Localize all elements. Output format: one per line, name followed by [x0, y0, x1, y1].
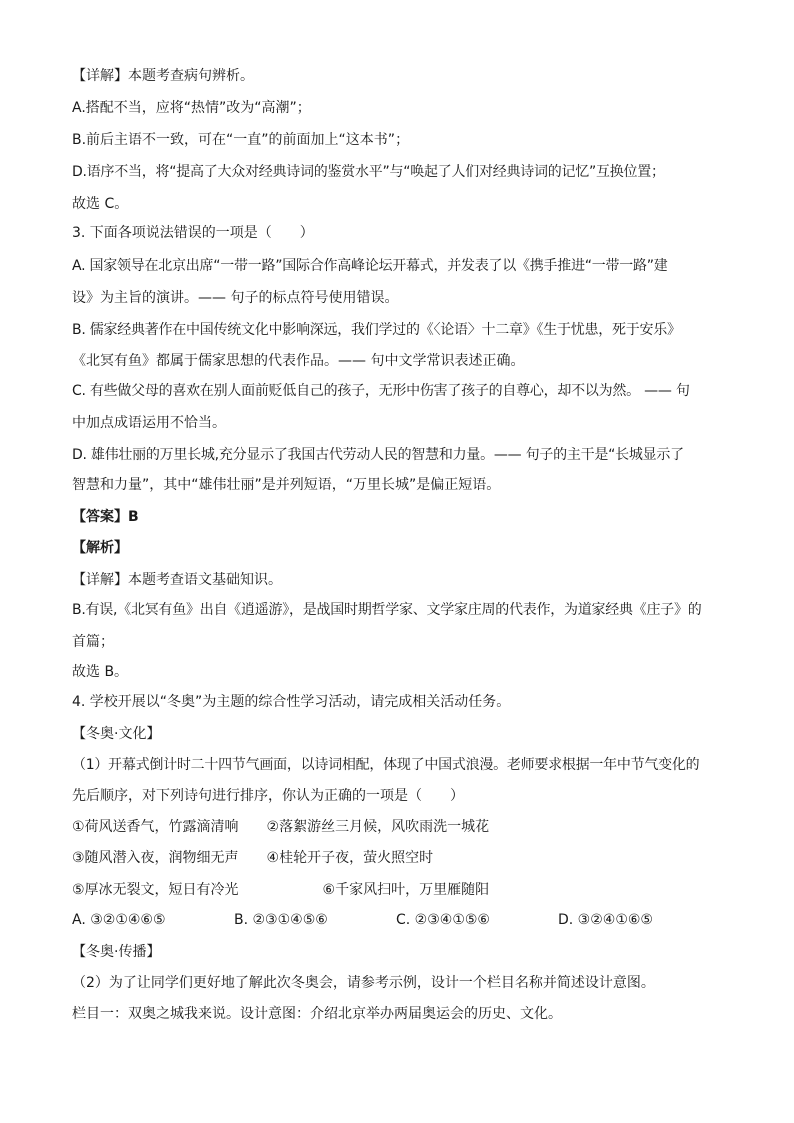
- poem-line-5-6: ⑤厚冰无裂文，短日有冷光 ⑥千家风扫叶，万里雁随阳: [72, 882, 490, 898]
- column-example: 栏目一：双奥之城我来说。设计意图：介绍北京举办两届奥运会的历史、文化。: [72, 1006, 562, 1022]
- explanation-b-error-cont: 首篇；: [72, 634, 114, 650]
- choice-b: B. ②③①④⑤⑥: [234, 912, 328, 928]
- q4-part2-stem: （2）为了让同学们更好地了解此次冬奥会，请参考示例，设计一个栏目名称并简述设计意图。: [72, 975, 655, 991]
- question-4-stem: 4. 学校开展以“冬奥”为主题的综合性学习活动，请完成相关活动任务。: [72, 694, 511, 710]
- q3-option-a-line1: A. 国家领导在北京出席“一带一路”国际合作高峰论坛开幕式，并发表了以《携手推进“一带一路”建: [72, 258, 668, 274]
- q4-answer-choices: [72, 910, 732, 930]
- answer-choice-b: 故选 B。: [72, 664, 129, 680]
- section-winter-culture: 【冬奥·文化】: [72, 726, 161, 742]
- choice-d: D. ③②④①⑥⑤: [558, 912, 653, 928]
- poem-line-3-4: ③随风潜入夜，润物细无声 ④桂轮开子夜，萤火照空时: [72, 850, 434, 866]
- q3-option-b-line2: 《北冥有鱼》都属于儒家思想的代表作品。—— 句中文学常识表述正确。: [72, 353, 525, 369]
- q3-option-d-line1: D. 雄伟壮丽的万里长城,充分显示了我国古代劳动人民的智慧和力量。—— 句子的主干是“长城显示了: [72, 447, 684, 463]
- analysis-label: 【解析】: [72, 540, 128, 556]
- answer-choice-c: 故选 C。: [72, 196, 129, 212]
- explanation-d: D.语序不当，将“提高了大众对经典诗词的鉴赏水平”与“唤起了人们对经典诗词的记忆”互换位置；: [72, 164, 665, 180]
- question-3-stem: 3. 下面各项说法错误的一项是（ ）: [72, 225, 314, 241]
- section-winter-spread: 【冬奥·传播】: [72, 944, 161, 960]
- answer-label: 【答案】B: [72, 509, 139, 525]
- detail-heading-2: 【详解】本题考查语文基础知识。: [72, 572, 282, 588]
- explanation-b: B.前后主语不一致，可在“一直”的前面加上“这本书”；: [72, 132, 410, 148]
- explanation-b-error: B.有误,《北冥有鱼》出自《逍遥游》，是战国时期哲学家、文学家庄周的代表作，为道家经典《庄子》的: [72, 602, 702, 618]
- q3-option-b-line1: B. 儒家经典著作在中国传统文化中影响深远，我们学过的《〈论语〉十二章》《生于忧患，死于安乐》: [72, 322, 681, 338]
- q3-option-a-line2: 设》为主旨的演讲。—— 句子的标点符号使用错误。: [72, 290, 399, 306]
- choice-a: A. ③②①④⑥⑤: [72, 912, 166, 928]
- poem-line-1-2: ①荷风送香气，竹露滴清响 ②落絮游丝三月候，风吹雨洗一城花: [72, 819, 490, 835]
- q4-part1-line2: 先后顺序，对下列诗句进行排序，你认为正确的一项是（ ）: [72, 788, 464, 804]
- explanation-a: A.搭配不当，应将“热情”改为“高潮”；: [72, 100, 311, 116]
- detail-heading-1: 【详解】本题考查病句辨析。: [72, 68, 254, 84]
- q4-part1-line1: （1）开幕式倒计时二十四节气画面，以诗词相配，体现了中国式浪漫。老师要求根据一年中节气变化的: [72, 757, 700, 773]
- q3-option-c-line1: C. 有些做父母的喜欢在别人面前贬低自己的孩子，无形中伤害了孩子的自尊心，却不以为然。 —— 句: [72, 383, 690, 399]
- q3-option-c-line2: 中加点成语运用不恰当。: [72, 415, 226, 431]
- choice-c: C. ②③④①⑤⑥: [396, 912, 490, 928]
- q3-option-d-line2: 智慧和力量”，其中“雄伟壮丽”是并列短语，“万里长城”是偏正短语。: [72, 477, 501, 493]
